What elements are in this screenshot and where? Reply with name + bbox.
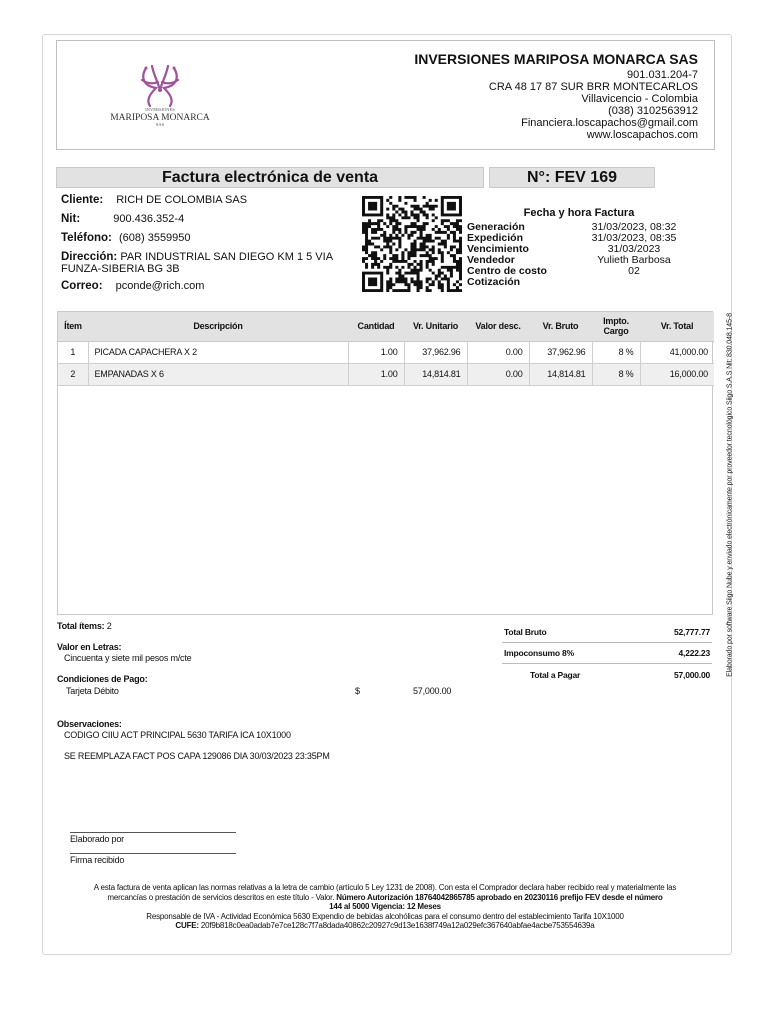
svg-text:SAS: SAS: [155, 122, 165, 127]
invoice-dates: [467, 207, 691, 288]
company-city: Villavicencio - Colombia: [581, 93, 698, 105]
company-name: INVERSIONES MARIPOSA MONARCA SAS: [414, 51, 698, 67]
observaciones-label: Observaciones:: [57, 719, 122, 729]
nit-label: Nit:: [61, 213, 81, 225]
table-row: 2 EMPANADAS X 6 1.00 14,814.81 0.00 14,814.81 8 % 16,000.00: [58, 363, 714, 385]
col-vr-bruto: Vr. Bruto: [529, 312, 592, 341]
client-address-1: PAR INDUSTRIAL SAN DIEGO KM 1 5 VIA: [120, 251, 334, 263]
company-web: www.loscapachos.com: [586, 129, 698, 141]
table-header-row: [58, 312, 714, 341]
client-label: Cliente:: [61, 194, 104, 206]
impoconsumo-row: Impoconsumo 8% 4,222.23: [502, 643, 712, 664]
company-email: Financiera.loscapachos@gmail.com: [521, 117, 698, 129]
valor-letras-label: Valor en Letras:: [57, 642, 122, 652]
signature-line: [70, 853, 236, 854]
elaborado-por: Elaborado por: [70, 834, 124, 844]
observacion-2: SE REEMPLAZA FACT POS CAPA 129086 DIA 30/03/2023 23:35PM: [64, 751, 330, 761]
address-label: Dirección:: [61, 251, 118, 263]
date-row: Vendedor Yulieth Barbosa: [467, 254, 671, 266]
currency-symbol: $: [355, 686, 360, 696]
company-phone: (038) 3102563912: [608, 105, 698, 117]
date-row: Centro de costo 02: [467, 265, 640, 277]
col-vr-total: Vr. Total: [640, 312, 714, 341]
total-items: Total ítems: 2: [57, 621, 112, 631]
date-row: Generación 31/03/2023, 08:32: [467, 221, 677, 233]
client-nit: 900.436.352-4: [113, 213, 185, 225]
client-name-row: [61, 194, 247, 206]
col-valor-desc: Valor desc.: [467, 312, 529, 341]
condiciones-label: Condiciones de Pago:: [57, 674, 148, 684]
client-name: RICH DE COLOMBIA SAS: [116, 194, 248, 206]
col-item: Ítem: [58, 312, 88, 341]
client-phone-row: [61, 232, 191, 244]
email-label: Correo:: [61, 280, 103, 292]
client-address-2: FUNZA-SIBERIA BG 3B: [61, 263, 180, 275]
condicion-valor: 57,000.00: [413, 686, 452, 696]
observacion-1: CODIGO CIIU ACT PRINCIPAL 5630 TARIFA ICA 10X1000: [64, 730, 291, 740]
totals-box: [502, 622, 712, 685]
date-row: Expedición 31/03/2023, 08:35: [467, 232, 677, 244]
condicion-pago: Tarjeta Débito: [66, 686, 119, 696]
dates-heading: Fecha y hora Factura: [523, 207, 635, 219]
company-logo: [100, 60, 220, 130]
invoice-title: Factura electrónica de venta: [56, 167, 484, 188]
date-row: Vencimiento 31/03/2023: [467, 243, 661, 255]
svg-text:INVERSIONES: INVERSIONES: [145, 107, 175, 112]
invoice-number: N°: FEV 169: [489, 167, 655, 188]
col-descripcion: Descripción: [88, 312, 348, 341]
col-impto: Impto. Cargo: [592, 312, 640, 341]
company-address: CRA 48 17 87 SUR BRR MONTECARLOS: [488, 81, 698, 93]
table-row: 1 PICADA CAPACHERA X 2 1.00 37,962.96 0.00 37,962.96 8 % 41,000.00: [58, 341, 714, 363]
phone-label: Teléfono:: [61, 232, 112, 244]
client-address-row: [61, 251, 351, 275]
total-pagar-row: Total a Pagar 57,000.00: [530, 669, 710, 680]
company-nit: 901.031.204-7: [627, 69, 698, 81]
col-vr-unitario: Vr. Unitario: [404, 312, 467, 341]
client-nit-row: [61, 213, 184, 225]
svg-text:MARIPOSA MONARCA: MARIPOSA MONARCA: [110, 113, 210, 123]
col-cantidad: Cantidad: [348, 312, 404, 341]
side-vertical-text: Elaborado por software Siigo Nube y enviado electrónicamente por proveedor tecnológico Siigo S.A.S Nit: 830.048.145-8: [726, 313, 734, 677]
items-table-box: [57, 311, 713, 615]
company-info: [414, 50, 698, 141]
legal-footer: A esta factura de venta aplican las normas relativas a la letra de cambio (artículo 5 Ley 1231 de 2008). Con esta el Comprador declara haber recibido real y materialmente las mercancías o prestación de servicios descritos en este título - Valor. Número Autorización 18764042865785 aprobado en 20230116 prefijo FEV desde el número 144 al 5000 Vigencia: 12 Meses Responsable de IVA - Actividad Económica 5630 Expendio de bebidas alcohólicas para el consumo dentro del establecimiento Tarifa 10X1000 CUFE: 20f9b818c0ea0adab7e7ce128c7f7a8dada40862c20927c9d13e1638f749a12a029efc367640abfae4acbe753554639a: [93, 883, 677, 930]
firma-recibido: Firma recibido: [70, 855, 125, 865]
client-email: pconde@rich.com: [115, 280, 205, 292]
valor-letras: Cincuenta y siete mil pesos m/cte: [64, 653, 192, 663]
qr-code-icon: [362, 196, 462, 292]
items-table: [58, 312, 714, 386]
client-email-row: [61, 280, 204, 292]
total-bruto-row: Total Bruto 52,777.77: [502, 622, 712, 643]
date-row: Cotización: [467, 276, 521, 288]
client-phone: (608) 3559950: [118, 232, 191, 244]
signature-line: [70, 832, 236, 833]
